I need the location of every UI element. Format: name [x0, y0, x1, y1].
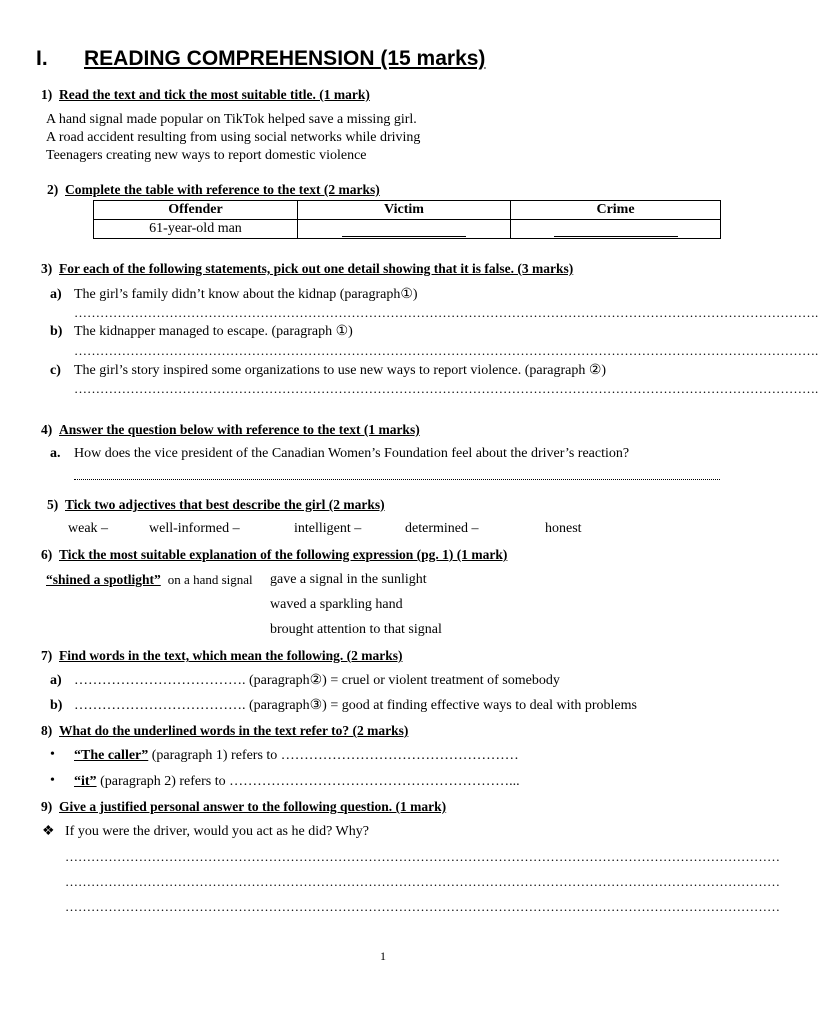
- table-header: Crime: [511, 201, 721, 220]
- table-cell-victim[interactable]: [298, 220, 511, 239]
- q9-instruction: 9) Give a justified personal answer to the following question. (1 mark): [41, 799, 447, 814]
- table-cell-offender: 61-year-old man: [94, 220, 298, 239]
- page-number: 1: [380, 949, 386, 963]
- q2-instruction: 2) Complete the table with reference to the text (2 marks): [47, 182, 380, 197]
- q1-option-3[interactable]: Teenagers creating new ways to report domestic violence: [46, 148, 367, 163]
- q5-instruction: 5) Tick two adjectives that best describe the girl (2 marks): [47, 497, 385, 512]
- answer-line[interactable]: ……………………………………………………………………………………………………………………………………………………….: [74, 343, 818, 358]
- q6-option-2[interactable]: waved a sparkling hand: [270, 597, 403, 612]
- table-header-row: [94, 201, 721, 220]
- q6-option-3[interactable]: brought attention to that signal: [270, 622, 442, 637]
- table-row: [94, 220, 721, 239]
- q3-item-a-text: The girl’s family didn’t know about the kidnap (paragraph①): [74, 287, 418, 302]
- q6-expression: “shined a spotlight”: [46, 572, 161, 587]
- q1-option-1[interactable]: A hand signal made popular on TikTok helped save a missing girl.: [46, 112, 417, 127]
- q5-option-weak[interactable]: weak –: [68, 521, 109, 536]
- answer-line[interactable]: …………………………………………………………………………………………………………………………………………………: [65, 874, 780, 889]
- q5-option-determined[interactable]: determined –: [405, 521, 479, 536]
- answer-line[interactable]: …………………………………………………………………………………………………………………………………………………: [65, 899, 780, 914]
- answer-line[interactable]: [74, 479, 720, 480]
- bullet-icon: •: [50, 747, 55, 762]
- diamond-icon: ❖: [42, 824, 55, 839]
- q7-instruction: 7) Find words in the text, which mean the following. (2 marks): [41, 648, 403, 663]
- q7-item-a: a): [50, 673, 62, 688]
- q8-item-2[interactable]: “it” (paragraph 2) refers to ……………………………………………………...: [74, 774, 520, 789]
- q7-item-b-line[interactable]: ………………………………. (paragraph③) = good at finding effective ways to deal with problems: [74, 698, 637, 713]
- answer-line[interactable]: …………………………………………………………………………………………………………………………………………………: [65, 849, 780, 864]
- q8-item-1[interactable]: “The caller” (paragraph 1) refers to ……………………………………………: [74, 748, 519, 763]
- answer-line[interactable]: ……………………………………………………………………………………………………………………………………………………….: [74, 381, 818, 396]
- q3-item-a: a): [50, 287, 62, 302]
- section-numeral: I.: [36, 47, 48, 70]
- q8-instruction: 8) What do the underlined words in the text refer to? (2 marks): [41, 723, 409, 738]
- bullet-icon: •: [50, 773, 55, 788]
- section-title: READING COMPREHENSION (15 marks): [84, 47, 486, 70]
- q1-option-2[interactable]: A road accident resulting from using social networks while driving: [46, 130, 421, 145]
- q3-item-b: b): [50, 324, 63, 339]
- q5-option-honest[interactable]: honest: [545, 521, 582, 536]
- q9-question: If you were the driver, would you act as he did? Why?: [65, 824, 369, 839]
- q3-instruction: 3) For each of the following statements, pick out one detail showing that it is false. (3 marks): [41, 261, 574, 276]
- answer-blank[interactable]: ……………………………….: [74, 698, 246, 713]
- q1-instruction: 1) Read the text and tick the most suitable title. (1 mark): [41, 87, 370, 102]
- table-header: Victim: [298, 201, 511, 220]
- q6-option-1[interactable]: gave a signal in the sunlight: [270, 572, 427, 587]
- q4-letter: a.: [50, 446, 61, 461]
- table-header: Offender: [94, 201, 298, 220]
- q3-item-c-text: The girl’s story inspired some organizations to use new ways to report violence. (paragraph ②): [74, 363, 607, 378]
- q7-item-b: b): [50, 698, 63, 713]
- q6-instruction: 6) Tick the most suitable explanation of the following expression (pg. 1) (1 mark): [41, 547, 508, 562]
- answer-line[interactable]: ……………………………………………………………………………………………………………………………………………………….: [74, 305, 818, 320]
- q5-option-well-informed[interactable]: well-informed –: [149, 521, 240, 536]
- q4-question: How does the vice president of the Canadian Women’s Foundation feel about the driver’s reaction?: [74, 446, 630, 461]
- table-cell-crime[interactable]: [511, 220, 721, 239]
- q5-option-intelligent[interactable]: intelligent –: [294, 521, 362, 536]
- q3-item-b-text: The kidnapper managed to escape. (paragraph ①): [74, 324, 353, 339]
- q2-table: [93, 200, 721, 239]
- q3-item-c: c): [50, 363, 61, 378]
- answer-blank[interactable]: ……………………………….: [74, 673, 246, 688]
- q6-expression-line: “shined a spotlight” on a hand signal: [46, 572, 253, 587]
- q7-item-a-line[interactable]: ………………………………. (paragraph②) = cruel or violent treatment of somebody: [74, 673, 560, 688]
- q4-instruction: 4) Answer the question below with reference to the text (1 marks): [41, 422, 420, 437]
